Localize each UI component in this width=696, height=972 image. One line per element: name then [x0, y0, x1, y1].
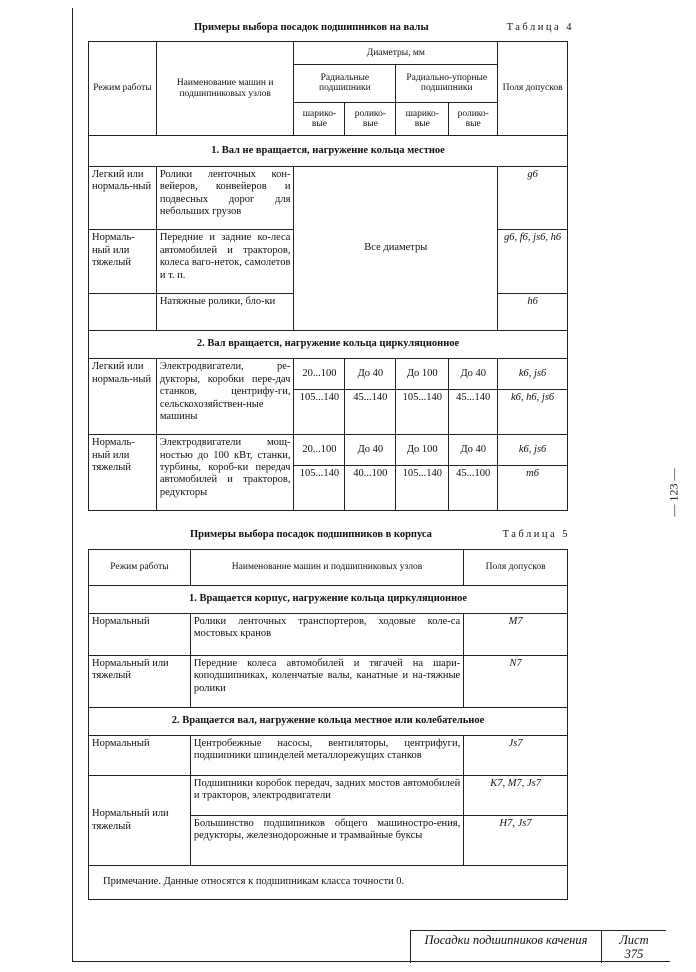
- t5-r1-tol: M7: [464, 614, 568, 656]
- t4-cell-tol: m6: [498, 465, 568, 510]
- t5-head-mode: Режим работы: [89, 550, 191, 586]
- t4-s1-r3-tol: h6: [498, 293, 568, 330]
- t4-cell: 105...140: [294, 390, 345, 435]
- table5-caption: Примеры выбора посадок подшипников в корпуса: [190, 529, 432, 540]
- t5-r1-mode: Нормальный: [89, 614, 191, 656]
- t5-r2-tol: N7: [464, 656, 568, 708]
- t4-cell: До 40: [345, 435, 396, 466]
- t4-s2-r2-mode: Нормаль-ный или тяжелый: [89, 435, 157, 511]
- t4-cell-tol: k6, js6: [498, 359, 568, 390]
- t4-all-diameters: Все диаметры: [294, 166, 498, 330]
- t4-head-roller: ролико-вые: [449, 103, 498, 136]
- t4-s1-r2-tol: g6, f6, js6, h6: [498, 230, 568, 293]
- t4-head-name: Наименование машин и подшипниковых узлов: [156, 42, 294, 136]
- t4-s2-r1-name: Электродвигатели, ре-дукторы, коробки пере-дач станков, центрифу-ги, сельскохозяйствен-ные машины: [156, 359, 294, 435]
- t4-cell-tol: k6, js6: [498, 435, 568, 466]
- t5-r3-mode: Нормальный: [89, 736, 191, 776]
- t4-head-radial: Радиальные подшипники: [294, 64, 396, 103]
- t4-cell: 45...100: [449, 465, 498, 510]
- t5-r4-tol: K7, M7, Js7: [464, 776, 568, 816]
- t4-head-angular: Радиально-упорные подшипники: [396, 64, 498, 103]
- t4-cell: 45...140: [345, 390, 396, 435]
- t4-cell: 40...100: [345, 465, 396, 510]
- t4-head-mode: Режим работы: [89, 42, 157, 136]
- t4-s1-r3-name: Натяжные ролики, бло-ки: [156, 293, 294, 330]
- t4-s1-r1-tol: g6: [498, 166, 568, 229]
- t5-r3-tol: Js7: [464, 736, 568, 776]
- table5-number: Таблица 5: [502, 529, 570, 540]
- sheet-number: 375: [624, 947, 644, 962]
- title-block-title: Посадки подшипников качения: [411, 931, 602, 963]
- title-block-sheet: [602, 931, 666, 963]
- t4-cell: До 40: [449, 435, 498, 466]
- t4-s1-r3-mode: [89, 293, 157, 330]
- t5-head-tol: Поля допусков: [464, 550, 568, 586]
- t5-r2-name: Передние колеса автомобилей и тягачей на шари-коподшипниках, коленчатые валы, канатные и на-тяжные ролики: [190, 656, 463, 708]
- t4-head-roller: ролико-вые: [345, 103, 396, 136]
- t4-s1-r2-name: Передние и задние ко-леса автомобилей и тракторов, колеса ваго-неток, самолетов и т. п.: [156, 230, 294, 293]
- t4-cell: До 100: [396, 435, 449, 466]
- t4-section-1: 1. Вал не вращается, нагружение кольца местное: [89, 136, 568, 167]
- t5-r5-tol: H7, Js7: [464, 816, 568, 866]
- t4-s1-r1-name: Ролики ленточных кон-вейеров, конвейеров и подвесных дорог для небольших грузов: [156, 166, 294, 229]
- table4-heading: [194, 22, 574, 33]
- t4-cell: До 40: [345, 359, 396, 390]
- table4-number: Таблица 4: [506, 22, 574, 33]
- t5-section-1: 1. Вращается корпус, нагружение кольца циркуляционное: [89, 586, 568, 614]
- t4-section-2: 2. Вал вращается, нагружение кольца циркуляционное: [89, 330, 568, 359]
- t5-r3-name: Центробежные насосы, вентиляторы, центрифуги, подшипники шпинделей металлорежущих станков: [190, 736, 463, 776]
- t4-cell: 20...100: [294, 359, 345, 390]
- t4-cell: 20...100: [294, 435, 345, 466]
- t4-cell-tol: k6, h6, js6: [498, 390, 568, 435]
- t5-section-2: 2. Вращается вал, нагружение кольца местное или колебательное: [89, 708, 568, 736]
- t4-cell: 45...140: [449, 390, 498, 435]
- table4-caption: Примеры выбора посадок подшипников на валы: [194, 22, 429, 33]
- t4-cell: До 100: [396, 359, 449, 390]
- t4-s1-r1-mode: Легкий или нормаль-ный: [89, 166, 157, 229]
- t4-head-tol: Поля допусков: [498, 42, 568, 136]
- t5-head-name: Наименование машин и подшипниковых узлов: [190, 550, 463, 586]
- t5-r5-name: Большинство подшипников общего машиностро-ения, редукторы, железнодорожные и трамвайные буксы: [190, 816, 463, 866]
- t5-r4-mode: Нормальный или тяжелый: [89, 776, 191, 866]
- t5-note: Примечание. Данные относятся к подшипникам класса точности 0.: [89, 866, 568, 900]
- t5-r2-mode: Нормальный или тяжелый: [89, 656, 191, 708]
- t4-cell: 105...140: [396, 390, 449, 435]
- table5-heading: [190, 529, 570, 540]
- sheet-label: Лист: [619, 933, 649, 947]
- t4-cell: 105...140: [294, 465, 345, 510]
- title-block: [410, 930, 666, 963]
- t4-s2-r2-name: Электродвигатели мощ-ностью до 100 кВт, станки, турбины, короб-ки передач автомобилей и тракторов, редукторы: [156, 435, 294, 511]
- table4: [88, 41, 568, 511]
- t4-s2-r1-mode: Легкий или нормаль-ный: [89, 359, 157, 435]
- t5-r1-name: Ролики ленточных транспортеров, ходовые коле-са мостовых кранов: [190, 614, 463, 656]
- t4-s1-r2-mode: Нормаль-ный или тяжелый: [89, 230, 157, 293]
- page-number: — 123 —: [666, 468, 681, 516]
- t4-head-diam: Диаметры, мм: [294, 42, 498, 65]
- t4-head-ball: шарико-вые: [396, 103, 449, 136]
- t4-cell: До 40: [449, 359, 498, 390]
- table5: [88, 549, 568, 900]
- t5-r4-name: Подшипники коробок передач, задних мостов автомобилей и тракторов, электродвигатели: [190, 776, 463, 816]
- t4-head-ball: шарико-вые: [294, 103, 345, 136]
- t4-cell: 105...140: [396, 465, 449, 510]
